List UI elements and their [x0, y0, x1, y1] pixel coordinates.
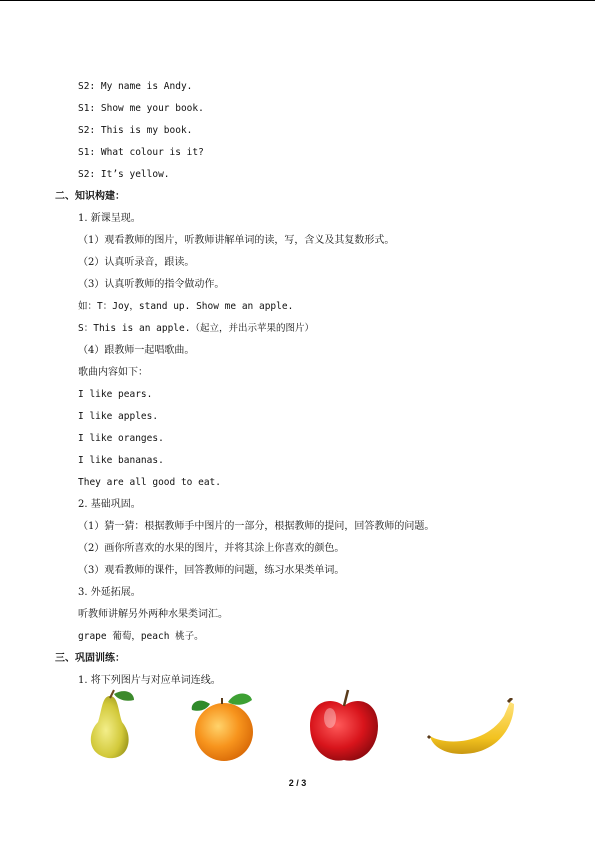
dialogue-line: S2: My name is Andy.	[78, 81, 193, 92]
section-heading: 二、知识构建：	[55, 191, 125, 202]
list-item: （2）认真听录音，跟读。	[78, 257, 195, 268]
page-number: 2 / 3	[288, 778, 307, 788]
apple-icon	[306, 688, 382, 766]
list-item: 3. 外延拓展。	[78, 587, 141, 598]
dialogue-line: S2: This is my book.	[78, 125, 193, 136]
list-item: 歌曲内容如下：	[78, 367, 148, 378]
song-line: I like oranges.	[78, 433, 164, 444]
pear-icon	[80, 688, 140, 760]
list-item: （3）观看教师的课件，回答教师的问题，练习水果类单词。	[78, 565, 345, 576]
list-item: （1）猜一猜：根据教师手中图片的一部分，根据教师的提问，回答教师的问题。	[78, 521, 435, 532]
dialogue-line: S1: Show me your book.	[78, 103, 204, 114]
orange-icon	[188, 690, 258, 762]
list-item: S：This is an apple.（起立，并出示苹果的图片）	[78, 323, 314, 334]
list-item: （4）跟教师一起唱歌曲。	[78, 345, 195, 356]
section-heading: 三、巩固训练：	[55, 653, 125, 664]
list-item: （3）认真听教师的指令做动作。	[78, 279, 225, 290]
list-item: 听教师讲解另外两种水果类词汇。	[78, 609, 228, 620]
song-line: I like bananas.	[78, 455, 164, 466]
list-item: grape 葡萄，peach 桃子。	[78, 631, 204, 642]
dialogue-line: S2: It’s yellow.	[78, 169, 170, 180]
list-item: （1）观看教师的图片，听教师讲解单词的读，写，含义及其复数形式。	[78, 235, 395, 246]
song-line: They are all good to eat.	[78, 477, 221, 488]
song-line: I like apples.	[78, 411, 159, 422]
list-item: 2. 基础巩固。	[78, 499, 141, 510]
list-item: （2）画你所喜欢的水果的图片，并将其涂上你喜欢的颜色。	[78, 543, 345, 554]
list-item: 如：T：Joy，stand up. Show me an apple.	[78, 301, 294, 312]
list-item: 1. 新课呈现。	[78, 213, 141, 224]
list-item: 1. 将下列图片与对应单词连线。	[78, 675, 221, 686]
banana-icon	[426, 698, 516, 756]
song-line: I like pears.	[78, 389, 153, 400]
page-top-rule	[0, 0, 595, 1]
dialogue-line: S1: What colour is it?	[78, 147, 204, 158]
